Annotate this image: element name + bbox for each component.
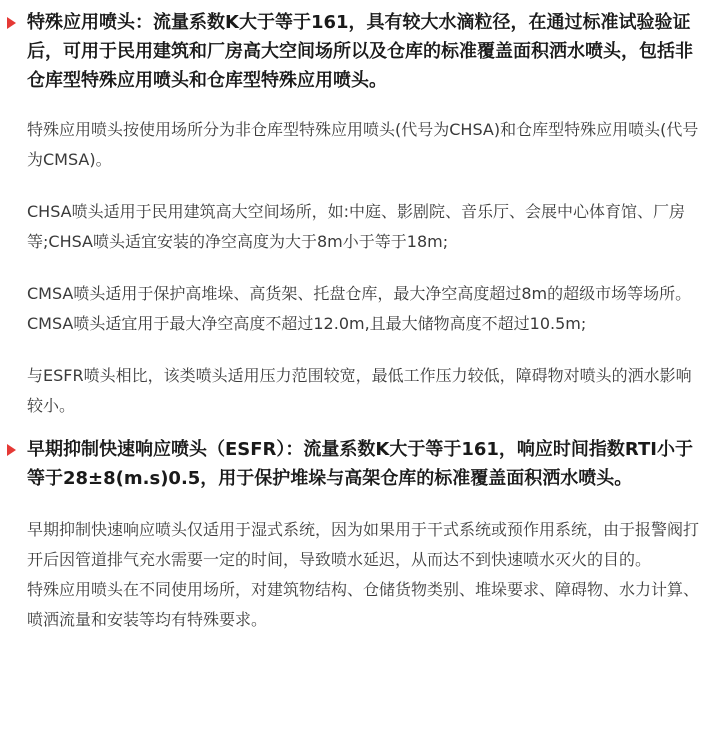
paragraph-cmsa-usage: CMSA喷头适用于保护高堆垛、高货架、托盘仓库，最大净空高度超过8m的超级市场等场所。CMSA喷头适宜用于最大净空高度不超过12.0m,且最大储物高度不超过10.5m; bbox=[27, 284, 692, 333]
section-heading-text: 特殊应用喷头：流量系数K大于等于161，具有较大水滴粒径，在通过标准试验验证后，可用于民用建筑和厂房高大空间场所以及仓库的标准覆盖面积洒水喷头，包括非仓库型特殊应用喷头和仓库型特殊应用喷头。 bbox=[27, 12, 693, 91]
section-heading-text: 早期抑制快速响应喷头（ESFR）：流量系数K大于等于161，响应时间指数RTI小于等于28±8(m.s)0.5，用于保护堆垛与高架仓库的标准覆盖面积洒水喷头。 bbox=[27, 439, 693, 489]
triangle-bullet-icon bbox=[7, 444, 16, 456]
section-heading-esfr-sprinkler bbox=[27, 435, 707, 493]
paragraph-chsa-usage: CHSA喷头适用于民用建筑高大空间场所，如:中庭、影剧院、音乐厅、会展中心体育馆、厂房等;CHSA喷头适宜安装的净空高度为大于8m小于等于18m; bbox=[27, 202, 685, 251]
paragraph-classification: 特殊应用喷头按使用场所分为非仓库型特殊应用喷头(代号为CHSA)和仓库型特殊应用喷头(代号为CMSA)。 bbox=[27, 120, 699, 169]
section-heading-special-application-sprinkler bbox=[27, 8, 707, 95]
paragraph-special-requirements: 特殊应用喷头在不同使用场所，对建筑物结构、仓储货物类别、堆垛要求、障碍物、水力计算、喷洒流量和安装等均有特殊要求。 bbox=[27, 580, 700, 629]
triangle-bullet-icon bbox=[7, 17, 16, 29]
paragraph-esfr-wet-system: 早期抑制快速响应喷头仅适用于湿式系统，因为如果用于干式系统或预作用系统，由于报警阀打开后因管道排气充水需要一定的时间，导致喷水延迟，从而达不到快速喷水灭火的目的。 bbox=[27, 520, 700, 569]
paragraph-esfr-comparison: 与ESFR喷头相比，该类喷头适用压力范围较宽，最低工作压力较低，障碍物对喷头的洒水影响较小。 bbox=[27, 366, 692, 415]
